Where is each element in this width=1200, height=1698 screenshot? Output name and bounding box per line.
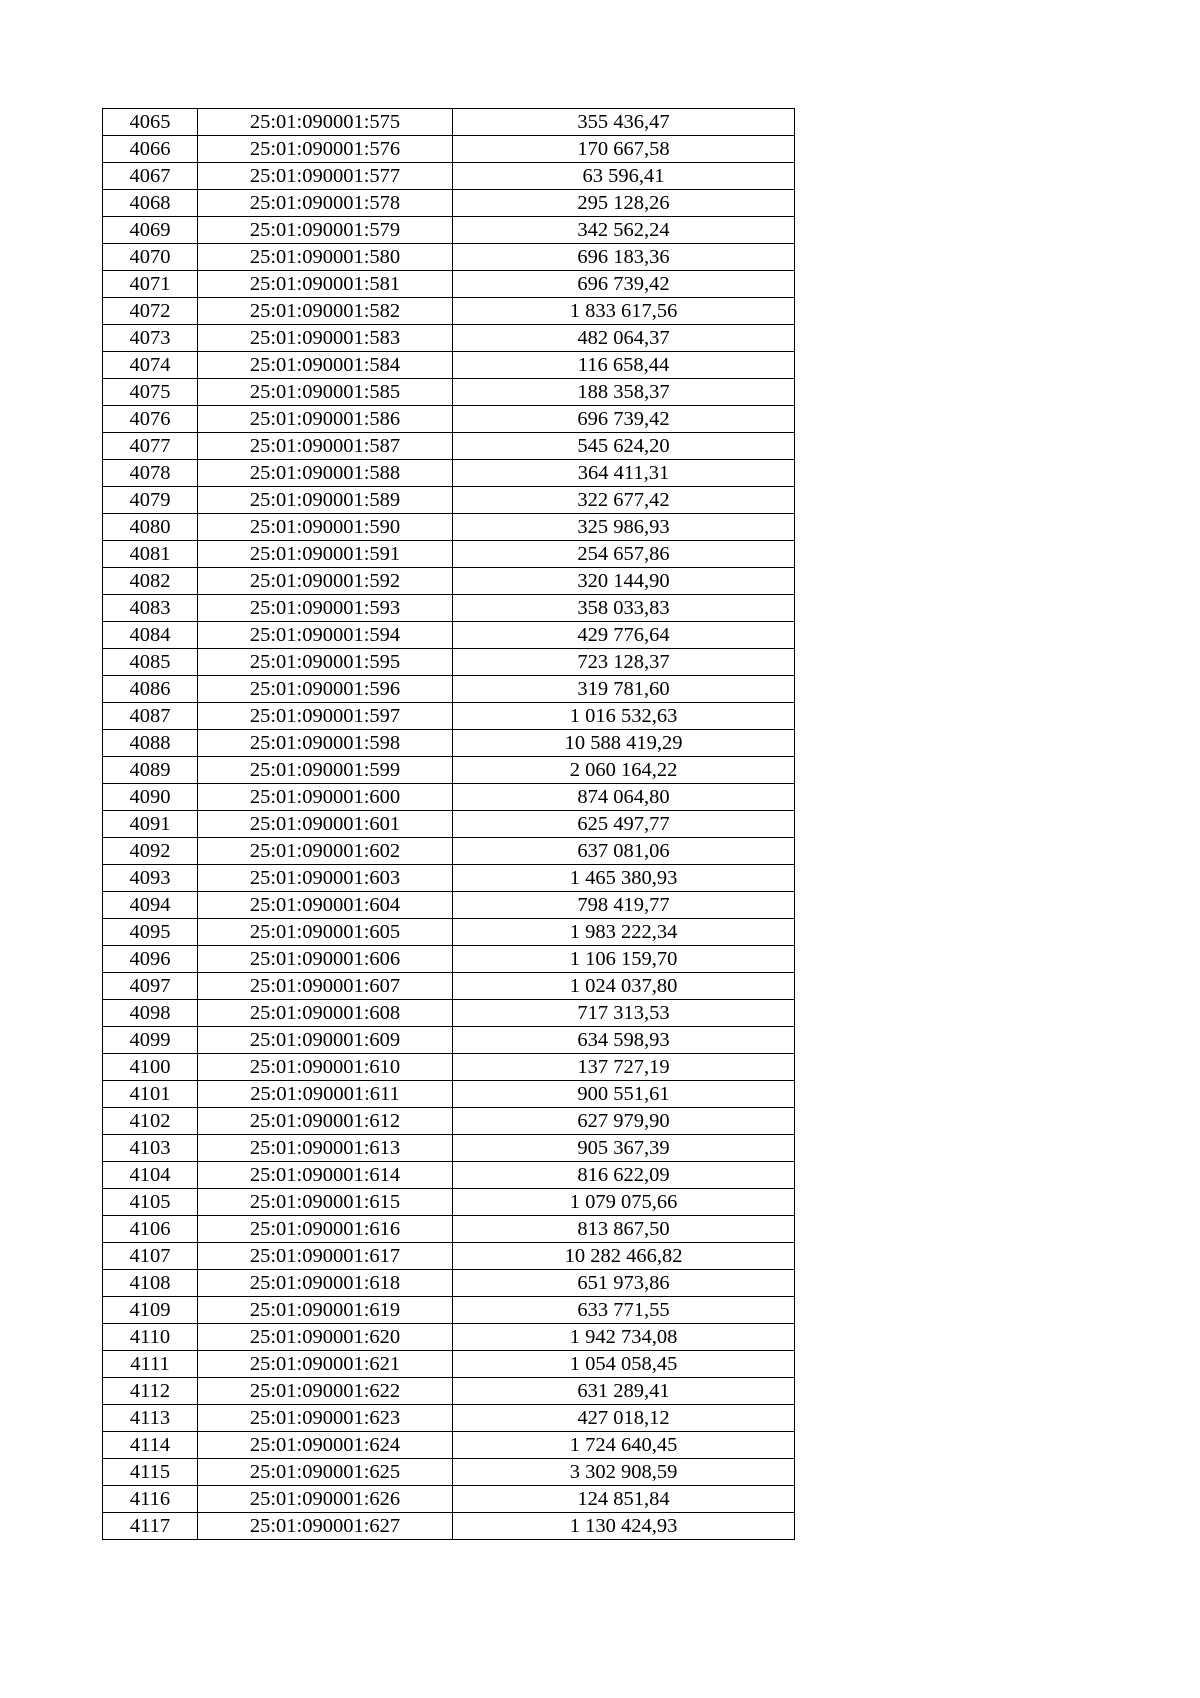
cadastral-number-cell: 25:01:090001:583 xyxy=(198,325,453,352)
cadastral-number-cell: 25:01:090001:615 xyxy=(198,1189,453,1216)
value-cell: 342 562,24 xyxy=(453,217,795,244)
table-row xyxy=(103,892,795,919)
cadastral-number-cell: 25:01:090001:595 xyxy=(198,649,453,676)
cadastral-number-cell: 25:01:090001:604 xyxy=(198,892,453,919)
table-row xyxy=(103,1513,795,1540)
table-row xyxy=(103,487,795,514)
value-cell: 1 465 380,93 xyxy=(453,865,795,892)
table-row xyxy=(103,1459,795,1486)
value-cell: 1 833 617,56 xyxy=(453,298,795,325)
cadastral-number-cell: 25:01:090001:623 xyxy=(198,1405,453,1432)
cadastral-number-cell: 25:01:090001:577 xyxy=(198,163,453,190)
table-row xyxy=(103,298,795,325)
value-cell: 696 739,42 xyxy=(453,406,795,433)
value-cell: 1 130 424,93 xyxy=(453,1513,795,1540)
row-number-cell: 4072 xyxy=(103,298,198,325)
value-cell: 358 033,83 xyxy=(453,595,795,622)
table-row xyxy=(103,595,795,622)
row-number-cell: 4102 xyxy=(103,1108,198,1135)
value-cell: 137 727,19 xyxy=(453,1054,795,1081)
value-cell: 1 983 222,34 xyxy=(453,919,795,946)
row-number-cell: 4081 xyxy=(103,541,198,568)
table-row xyxy=(103,1297,795,1324)
cadastral-value-table xyxy=(102,108,795,1540)
row-number-cell: 4094 xyxy=(103,892,198,919)
row-number-cell: 4112 xyxy=(103,1378,198,1405)
cadastral-number-cell: 25:01:090001:578 xyxy=(198,190,453,217)
table-row xyxy=(103,1000,795,1027)
cadastral-number-cell: 25:01:090001:622 xyxy=(198,1378,453,1405)
cadastral-number-cell: 25:01:090001:587 xyxy=(198,433,453,460)
row-number-cell: 4068 xyxy=(103,190,198,217)
cadastral-number-cell: 25:01:090001:612 xyxy=(198,1108,453,1135)
cadastral-number-cell: 25:01:090001:600 xyxy=(198,784,453,811)
cadastral-number-cell: 25:01:090001:616 xyxy=(198,1216,453,1243)
row-number-cell: 4084 xyxy=(103,622,198,649)
cadastral-number-cell: 25:01:090001:627 xyxy=(198,1513,453,1540)
value-cell: 874 064,80 xyxy=(453,784,795,811)
row-number-cell: 4117 xyxy=(103,1513,198,1540)
value-cell: 320 144,90 xyxy=(453,568,795,595)
value-cell: 188 358,37 xyxy=(453,379,795,406)
value-cell: 429 776,64 xyxy=(453,622,795,649)
cadastral-number-cell: 25:01:090001:610 xyxy=(198,1054,453,1081)
row-number-cell: 4086 xyxy=(103,676,198,703)
table-row xyxy=(103,136,795,163)
cadastral-number-cell: 25:01:090001:576 xyxy=(198,136,453,163)
value-cell: 427 018,12 xyxy=(453,1405,795,1432)
row-number-cell: 4069 xyxy=(103,217,198,244)
cadastral-number-cell: 25:01:090001:613 xyxy=(198,1135,453,1162)
cadastral-number-cell: 25:01:090001:618 xyxy=(198,1270,453,1297)
cadastral-number-cell: 25:01:090001:598 xyxy=(198,730,453,757)
row-number-cell: 4083 xyxy=(103,595,198,622)
cadastral-number-cell: 25:01:090001:575 xyxy=(198,109,453,136)
table-row xyxy=(103,784,795,811)
cadastral-number-cell: 25:01:090001:585 xyxy=(198,379,453,406)
cadastral-number-cell: 25:01:090001:619 xyxy=(198,1297,453,1324)
row-number-cell: 4076 xyxy=(103,406,198,433)
value-cell: 696 183,36 xyxy=(453,244,795,271)
value-cell: 63 596,41 xyxy=(453,163,795,190)
row-number-cell: 4109 xyxy=(103,1297,198,1324)
table-row xyxy=(103,649,795,676)
table-row xyxy=(103,406,795,433)
row-number-cell: 4067 xyxy=(103,163,198,190)
table-row xyxy=(103,1432,795,1459)
row-number-cell: 4080 xyxy=(103,514,198,541)
table-row xyxy=(103,1162,795,1189)
value-cell: 637 081,06 xyxy=(453,838,795,865)
table-row xyxy=(103,622,795,649)
cadastral-number-cell: 25:01:090001:626 xyxy=(198,1486,453,1513)
table-row xyxy=(103,325,795,352)
row-number-cell: 4116 xyxy=(103,1486,198,1513)
cadastral-number-cell: 25:01:090001:608 xyxy=(198,1000,453,1027)
row-number-cell: 4107 xyxy=(103,1243,198,1270)
cadastral-number-cell: 25:01:090001:591 xyxy=(198,541,453,568)
row-number-cell: 4106 xyxy=(103,1216,198,1243)
value-cell: 2 060 164,22 xyxy=(453,757,795,784)
row-number-cell: 4103 xyxy=(103,1135,198,1162)
row-number-cell: 4089 xyxy=(103,757,198,784)
row-number-cell: 4111 xyxy=(103,1351,198,1378)
row-number-cell: 4108 xyxy=(103,1270,198,1297)
row-number-cell: 4074 xyxy=(103,352,198,379)
value-cell: 723 128,37 xyxy=(453,649,795,676)
table-row xyxy=(103,271,795,298)
row-number-cell: 4077 xyxy=(103,433,198,460)
cadastral-number-cell: 25:01:090001:624 xyxy=(198,1432,453,1459)
cadastral-number-cell: 25:01:090001:614 xyxy=(198,1162,453,1189)
value-cell: 1 016 532,63 xyxy=(453,703,795,730)
cadastral-number-cell: 25:01:090001:620 xyxy=(198,1324,453,1351)
value-cell: 813 867,50 xyxy=(453,1216,795,1243)
row-number-cell: 4113 xyxy=(103,1405,198,1432)
value-cell: 254 657,86 xyxy=(453,541,795,568)
cadastral-number-cell: 25:01:090001:609 xyxy=(198,1027,453,1054)
value-cell: 482 064,37 xyxy=(453,325,795,352)
value-cell: 625 497,77 xyxy=(453,811,795,838)
value-cell: 633 771,55 xyxy=(453,1297,795,1324)
row-number-cell: 4088 xyxy=(103,730,198,757)
row-number-cell: 4101 xyxy=(103,1081,198,1108)
table-row xyxy=(103,352,795,379)
value-cell: 124 851,84 xyxy=(453,1486,795,1513)
table-row xyxy=(103,460,795,487)
value-cell: 634 598,93 xyxy=(453,1027,795,1054)
table-body xyxy=(103,109,795,1540)
cadastral-number-cell: 25:01:090001:588 xyxy=(198,460,453,487)
table-row xyxy=(103,1351,795,1378)
table-row xyxy=(103,379,795,406)
table-row xyxy=(103,1216,795,1243)
value-cell: 627 979,90 xyxy=(453,1108,795,1135)
value-cell: 116 658,44 xyxy=(453,352,795,379)
table-row xyxy=(103,1270,795,1297)
value-cell: 1 106 159,70 xyxy=(453,946,795,973)
row-number-cell: 4099 xyxy=(103,1027,198,1054)
cadastral-number-cell: 25:01:090001:592 xyxy=(198,568,453,595)
value-cell: 319 781,60 xyxy=(453,676,795,703)
value-cell: 900 551,61 xyxy=(453,1081,795,1108)
table-row xyxy=(103,541,795,568)
cadastral-number-cell: 25:01:090001:599 xyxy=(198,757,453,784)
row-number-cell: 4082 xyxy=(103,568,198,595)
row-number-cell: 4104 xyxy=(103,1162,198,1189)
table-row xyxy=(103,1378,795,1405)
value-cell: 816 622,09 xyxy=(453,1162,795,1189)
cadastral-number-cell: 25:01:090001:607 xyxy=(198,973,453,1000)
table-row xyxy=(103,919,795,946)
table-row xyxy=(103,190,795,217)
cadastral-number-cell: 25:01:090001:584 xyxy=(198,352,453,379)
table-row xyxy=(103,1108,795,1135)
row-number-cell: 4079 xyxy=(103,487,198,514)
value-cell: 798 419,77 xyxy=(453,892,795,919)
cadastral-number-cell: 25:01:090001:621 xyxy=(198,1351,453,1378)
row-number-cell: 4115 xyxy=(103,1459,198,1486)
cadastral-number-cell: 25:01:090001:590 xyxy=(198,514,453,541)
row-number-cell: 4098 xyxy=(103,1000,198,1027)
table-row xyxy=(103,1054,795,1081)
value-cell: 322 677,42 xyxy=(453,487,795,514)
cadastral-number-cell: 25:01:090001:579 xyxy=(198,217,453,244)
value-cell: 10 588 419,29 xyxy=(453,730,795,757)
row-number-cell: 4087 xyxy=(103,703,198,730)
table-row xyxy=(103,946,795,973)
value-cell: 651 973,86 xyxy=(453,1270,795,1297)
row-number-cell: 4070 xyxy=(103,244,198,271)
cadastral-number-cell: 25:01:090001:603 xyxy=(198,865,453,892)
table-row xyxy=(103,244,795,271)
cadastral-number-cell: 25:01:090001:605 xyxy=(198,919,453,946)
value-cell: 1 054 058,45 xyxy=(453,1351,795,1378)
value-cell: 3 302 908,59 xyxy=(453,1459,795,1486)
row-number-cell: 4085 xyxy=(103,649,198,676)
table-row xyxy=(103,838,795,865)
table-row xyxy=(103,514,795,541)
table-row xyxy=(103,865,795,892)
value-cell: 631 289,41 xyxy=(453,1378,795,1405)
cadastral-number-cell: 25:01:090001:611 xyxy=(198,1081,453,1108)
value-cell: 905 367,39 xyxy=(453,1135,795,1162)
row-number-cell: 4091 xyxy=(103,811,198,838)
value-cell: 364 411,31 xyxy=(453,460,795,487)
cadastral-number-cell: 25:01:090001:601 xyxy=(198,811,453,838)
value-cell: 1 724 640,45 xyxy=(453,1432,795,1459)
table-row xyxy=(103,163,795,190)
table-row xyxy=(103,703,795,730)
row-number-cell: 4097 xyxy=(103,973,198,1000)
table-row xyxy=(103,1486,795,1513)
table-row xyxy=(103,676,795,703)
table-row xyxy=(103,568,795,595)
table-row xyxy=(103,217,795,244)
row-number-cell: 4114 xyxy=(103,1432,198,1459)
value-cell: 696 739,42 xyxy=(453,271,795,298)
row-number-cell: 4090 xyxy=(103,784,198,811)
table-row xyxy=(103,973,795,1000)
table-row xyxy=(103,1189,795,1216)
cadastral-number-cell: 25:01:090001:580 xyxy=(198,244,453,271)
table-row xyxy=(103,1135,795,1162)
row-number-cell: 4066 xyxy=(103,136,198,163)
row-number-cell: 4096 xyxy=(103,946,198,973)
value-cell: 717 313,53 xyxy=(453,1000,795,1027)
value-cell: 325 986,93 xyxy=(453,514,795,541)
row-number-cell: 4071 xyxy=(103,271,198,298)
row-number-cell: 4093 xyxy=(103,865,198,892)
row-number-cell: 4105 xyxy=(103,1189,198,1216)
table-row xyxy=(103,730,795,757)
row-number-cell: 4095 xyxy=(103,919,198,946)
table-row xyxy=(103,757,795,784)
value-cell: 295 128,26 xyxy=(453,190,795,217)
cadastral-number-cell: 25:01:090001:617 xyxy=(198,1243,453,1270)
cadastral-number-cell: 25:01:090001:606 xyxy=(198,946,453,973)
row-number-cell: 4073 xyxy=(103,325,198,352)
table-row xyxy=(103,109,795,136)
value-cell: 545 624,20 xyxy=(453,433,795,460)
cadastral-number-cell: 25:01:090001:586 xyxy=(198,406,453,433)
cadastral-number-cell: 25:01:090001:625 xyxy=(198,1459,453,1486)
cadastral-number-cell: 25:01:090001:593 xyxy=(198,595,453,622)
cadastral-number-cell: 25:01:090001:581 xyxy=(198,271,453,298)
table-row xyxy=(103,811,795,838)
value-cell: 1 942 734,08 xyxy=(453,1324,795,1351)
value-cell: 10 282 466,82 xyxy=(453,1243,795,1270)
row-number-cell: 4092 xyxy=(103,838,198,865)
cadastral-number-cell: 25:01:090001:602 xyxy=(198,838,453,865)
row-number-cell: 4110 xyxy=(103,1324,198,1351)
table-row xyxy=(103,433,795,460)
table-row xyxy=(103,1081,795,1108)
value-cell: 1 079 075,66 xyxy=(453,1189,795,1216)
value-cell: 355 436,47 xyxy=(453,109,795,136)
value-cell: 1 024 037,80 xyxy=(453,973,795,1000)
table-row xyxy=(103,1243,795,1270)
cadastral-number-cell: 25:01:090001:596 xyxy=(198,676,453,703)
row-number-cell: 4065 xyxy=(103,109,198,136)
cadastral-number-cell: 25:01:090001:597 xyxy=(198,703,453,730)
table-row xyxy=(103,1027,795,1054)
table-row xyxy=(103,1324,795,1351)
value-cell: 170 667,58 xyxy=(453,136,795,163)
row-number-cell: 4075 xyxy=(103,379,198,406)
cadastral-number-cell: 25:01:090001:582 xyxy=(198,298,453,325)
cadastral-number-cell: 25:01:090001:589 xyxy=(198,487,453,514)
table-row xyxy=(103,1405,795,1432)
row-number-cell: 4100 xyxy=(103,1054,198,1081)
cadastral-number-cell: 25:01:090001:594 xyxy=(198,622,453,649)
row-number-cell: 4078 xyxy=(103,460,198,487)
